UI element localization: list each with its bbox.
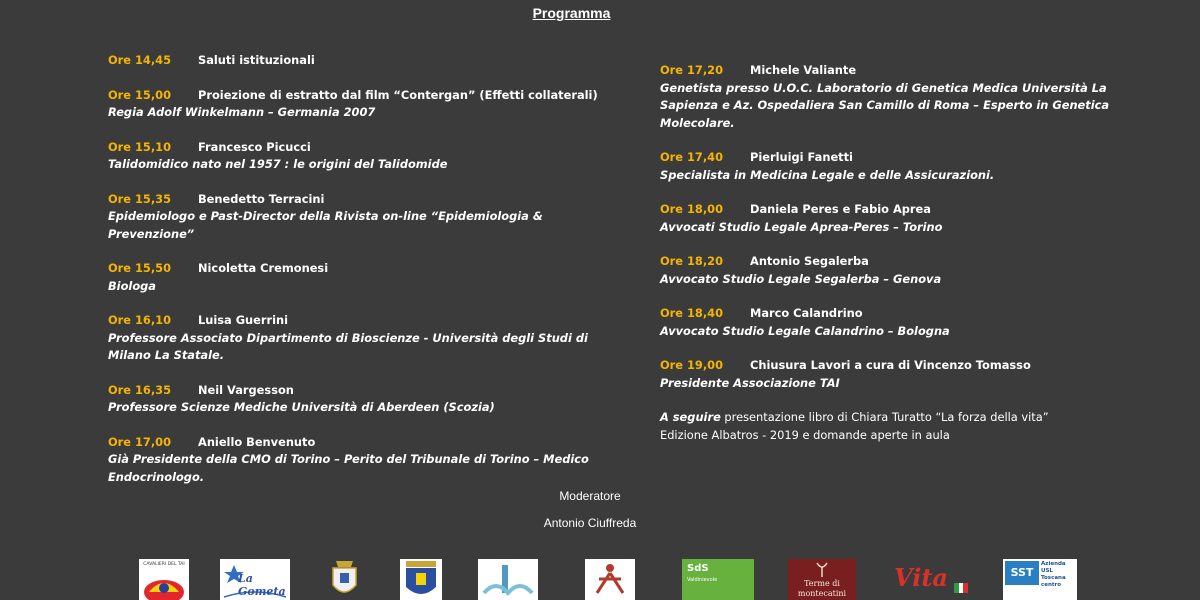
- entry-description: Epidemiologo e Past-Director della Rivista on-line “Epidemiologia & Prevenzione”: [108, 209, 543, 241]
- entry-speaker: Pierluigi Fanetti: [750, 150, 853, 164]
- entry-speaker: Antonio Segalerba: [750, 254, 869, 268]
- entry-speaker: Chiusura Lavori a cura di Vincenzo Tomasso: [750, 358, 1031, 372]
- figure-logo: [585, 559, 635, 600]
- program-entry: [108, 434, 608, 487]
- entry-time: Ore 14,45: [108, 53, 172, 67]
- entry-time: Ore 18,00: [660, 202, 724, 216]
- entry-description: Avvocati Studio Legale Aprea-Peres – Torino: [660, 219, 943, 234]
- entry-description: Professore Associato Dipartimento di Bioscienze - Università degli Studi di Milano La Statale.: [108, 330, 588, 362]
- program-entry: [660, 253, 1150, 288]
- sds-logo-text: SdS: [687, 563, 709, 574]
- tai-emblem-icon: [139, 570, 189, 600]
- program-left-column: [108, 52, 608, 503]
- moderator-name: Antonio Ciuffreda: [543, 516, 637, 530]
- municipal-crest: [400, 559, 442, 600]
- entry-speaker: Benedetto Terracini: [198, 191, 325, 206]
- entry-speaker: Marco Calandrino: [750, 306, 863, 320]
- entry-time: Ore 17,20: [660, 63, 724, 77]
- entry-time: Ore 17,00: [108, 434, 172, 449]
- waves-logo: [478, 559, 538, 600]
- entry-description: Avvocato Studio Legale Segalerba – Genova: [660, 271, 942, 286]
- program-entry: [660, 201, 1150, 236]
- entry-time: Ore 15,10: [108, 139, 172, 154]
- seguire-line2: Edizione Albatros - 2019 e domande aperte in aula: [660, 427, 950, 442]
- entry-speaker: Luisa Guerrini: [198, 313, 289, 327]
- tai-logo-text: CAVALIERI DEL TAI: [143, 562, 185, 567]
- program-entry: [108, 382, 608, 417]
- sst-logo-subtext: Azienda USL Toscana centro: [1041, 561, 1066, 588]
- sponsor-logos: [0, 559, 1200, 600]
- seguire-lead: A seguire: [660, 410, 721, 424]
- program-entry: [108, 191, 608, 244]
- sds-logo-subtext: Valdinievole: [687, 577, 718, 583]
- entry-description: Professore Scienze Mediche Università di Aberdeen (Scozia): [108, 400, 495, 414]
- entry-speaker: Francesco Picucci: [198, 139, 311, 154]
- entry-description: Talidomidico nato nel 1957 : le origini del Talidomide: [108, 157, 448, 171]
- entry-time: Ore 15,50: [108, 261, 172, 275]
- program-entry: [108, 87, 608, 122]
- coat-of-arms-icon: [322, 559, 367, 600]
- terme-logo-text: Terme di montecatini: [797, 579, 847, 598]
- seguire-text: presentazione libro di Chiara Turatto “La forza della vita”: [720, 410, 1049, 424]
- sst-logo: [1003, 559, 1077, 600]
- program-entry: [660, 62, 1150, 132]
- entry-time: Ore 17,40: [660, 150, 724, 164]
- entry-time: Ore 15,35: [108, 191, 172, 206]
- program-entry: [108, 139, 608, 174]
- entry-speaker: Neil Vargesson: [198, 382, 294, 397]
- entry-speaker: Daniela Peres e Fabio Aprea: [750, 202, 931, 216]
- waves-icon: [478, 559, 538, 600]
- program-entry: [660, 357, 1150, 392]
- entry-speaker: Nicoletta Cremonesi: [198, 261, 329, 275]
- book-presentation-note: [660, 409, 1150, 444]
- program-entry: [660, 305, 1150, 340]
- entry-speaker: Michele Valiante: [750, 63, 857, 77]
- entry-time: Ore 16,35: [108, 382, 172, 397]
- entry-time: Ore 19,00: [660, 358, 724, 372]
- entry-speaker: Aniello Benvenuto: [198, 434, 316, 449]
- municipal-crest-icon: [400, 559, 442, 600]
- figure-icon: [585, 559, 635, 600]
- terme-symbol-icon: [788, 559, 856, 579]
- entry-speaker: Proiezione di estratto dal film “Contergan” (Effetti collaterali): [198, 87, 598, 102]
- entry-speaker: Saluti istituzionali: [198, 53, 315, 67]
- vita-logo: [890, 559, 970, 600]
- entry-description: Specialista in Medicina Legale e delle Assicurazioni.: [660, 167, 995, 182]
- italian-flag-icon: [954, 583, 968, 593]
- entry-time: Ore 18,40: [660, 306, 724, 320]
- entry-description: Presidente Associazione TAI: [660, 375, 840, 390]
- vita-logo-text: Vita: [894, 563, 948, 592]
- entry-time: Ore 16,10: [108, 313, 172, 327]
- sst-logo-text: SST: [1005, 561, 1039, 585]
- entry-time: Ore 15,00: [108, 87, 172, 102]
- program-entry: [660, 149, 1150, 184]
- program-entry: [108, 52, 608, 70]
- entry-description: Già Presidente della CMO di Torino – Perito del Tribunale di Torino – Medico Endocrinologo.: [108, 452, 589, 484]
- entry-description: Regia Adolf Winkelmann – Germania 2007: [108, 105, 376, 119]
- page-title: Programma: [532, 5, 611, 21]
- tai-logo: [139, 559, 189, 600]
- terme-logo: [788, 559, 856, 600]
- sds-logo: [682, 559, 754, 600]
- entry-description: Genetista presso U.O.C. Laboratorio di Genetica Medica Università La Sapienza e Az. Ospedaliera San Camillo di Roma – Esperto in Genetica Molecolare.: [660, 80, 1110, 130]
- entry-description: Avvocato Studio Legale Calandrino – Bologna: [660, 323, 950, 338]
- entry-description: Biologa: [108, 278, 156, 293]
- program-entry: [108, 260, 608, 295]
- moderator-label: Moderatore: [559, 489, 621, 503]
- gometa-logo-text: La Gometa: [238, 572, 286, 598]
- entry-time: Ore 18,20: [660, 254, 724, 268]
- gometa-logo: [220, 559, 290, 600]
- program-right-column: [660, 62, 1150, 444]
- crest-shield-icon: [322, 559, 367, 600]
- program-entry: [108, 312, 608, 365]
